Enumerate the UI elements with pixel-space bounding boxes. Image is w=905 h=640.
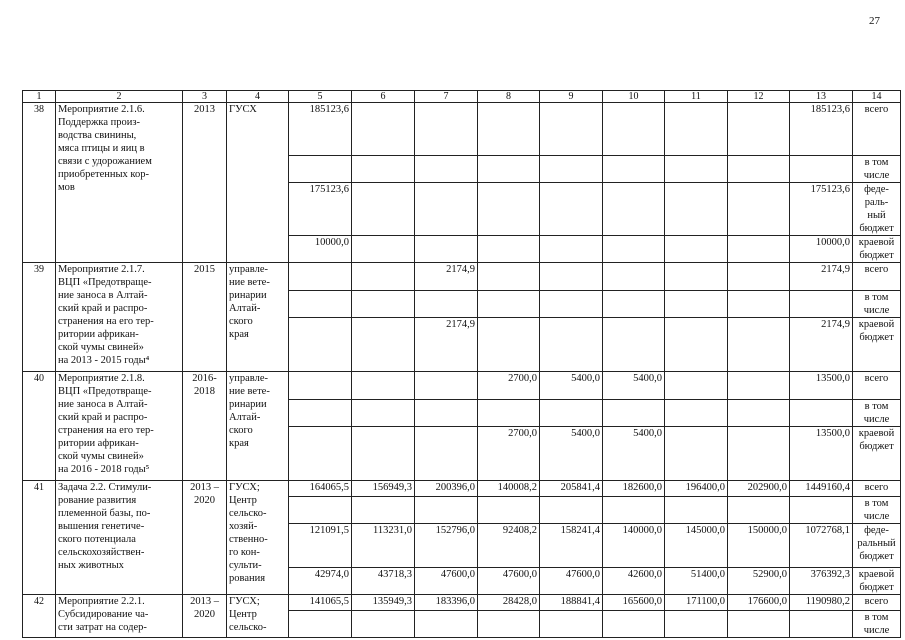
value-cell: 47600,0 <box>415 568 478 595</box>
value-cell <box>478 156 540 183</box>
header-cell-3: 3 <box>183 91 227 103</box>
value-cell <box>478 103 540 156</box>
value-cell: 171100,0 <box>665 595 728 611</box>
funding-source: в том числе <box>853 156 901 183</box>
funding-source: краевой бюджет <box>853 318 901 372</box>
value-cell <box>289 497 352 524</box>
value-cell: 2174,9 <box>415 318 478 372</box>
measure-executor: ГУСХ <box>227 103 289 263</box>
total-cell: 13500,0 <box>790 372 853 400</box>
value-cell: 113231,0 <box>352 524 415 568</box>
value-cell <box>603 400 665 427</box>
measure-executor: ГУСХ; Центр сельско- <box>227 595 289 638</box>
value-cell <box>289 263 352 291</box>
total-cell <box>790 611 853 638</box>
total-cell: 376392,3 <box>790 568 853 595</box>
program-measures-table <box>22 90 901 638</box>
value-cell <box>540 263 603 291</box>
value-cell <box>478 263 540 291</box>
measure-years: 2013 – 2020 <box>183 595 227 638</box>
total-cell <box>790 291 853 318</box>
value-cell: 51400,0 <box>665 568 728 595</box>
value-cell <box>665 318 728 372</box>
value-cell <box>415 156 478 183</box>
value-cell: 150000,0 <box>728 524 790 568</box>
value-cell <box>665 427 728 481</box>
value-cell <box>665 183 728 236</box>
value-cell <box>415 611 478 638</box>
table-row <box>23 103 901 156</box>
value-cell: 2174,9 <box>415 263 478 291</box>
value-cell: 10000,0 <box>289 236 352 263</box>
table-row <box>23 372 901 400</box>
value-cell <box>665 497 728 524</box>
value-cell <box>352 183 415 236</box>
row-number: 39 <box>23 263 56 372</box>
value-cell <box>352 497 415 524</box>
value-cell <box>478 291 540 318</box>
value-cell <box>665 611 728 638</box>
header-cell-6: 6 <box>352 91 415 103</box>
table-row <box>23 595 901 611</box>
funding-source: краевой бюджет <box>853 236 901 263</box>
value-cell: 135949,3 <box>352 595 415 611</box>
row-number: 40 <box>23 372 56 481</box>
value-cell <box>289 372 352 400</box>
value-cell <box>352 318 415 372</box>
value-cell <box>415 372 478 400</box>
value-cell <box>540 156 603 183</box>
value-cell <box>603 103 665 156</box>
measure-name: Задача 2.2. Стимули- рование развития племенной базы, по- вышения генетиче- ского потенциала сельскохозяйствен- ных животных <box>56 481 183 595</box>
value-cell <box>289 291 352 318</box>
funding-source: феде- ральный бюджет <box>853 524 901 568</box>
total-cell: 1190980,2 <box>790 595 853 611</box>
total-cell <box>790 400 853 427</box>
value-cell <box>289 400 352 427</box>
value-cell: 121091,5 <box>289 524 352 568</box>
value-cell <box>665 291 728 318</box>
value-cell <box>728 291 790 318</box>
value-cell: 175123,6 <box>289 183 352 236</box>
total-cell: 10000,0 <box>790 236 853 263</box>
value-cell: 140000,0 <box>603 524 665 568</box>
value-cell: 196400,0 <box>665 481 728 497</box>
total-cell: 13500,0 <box>790 427 853 481</box>
header-cell-14: 14 <box>853 91 901 103</box>
header-cell-1: 1 <box>23 91 56 103</box>
funding-source: феде- раль- ный бюджет <box>853 183 901 236</box>
funding-source: в том числе <box>853 497 901 524</box>
value-cell: 141065,5 <box>289 595 352 611</box>
value-cell: 92408,2 <box>478 524 540 568</box>
table-row <box>23 481 901 497</box>
value-cell: 205841,4 <box>540 481 603 497</box>
total-cell: 1449160,4 <box>790 481 853 497</box>
value-cell: 43718,3 <box>352 568 415 595</box>
value-cell <box>728 236 790 263</box>
total-cell <box>790 156 853 183</box>
value-cell <box>728 372 790 400</box>
value-cell: 2700,0 <box>478 372 540 400</box>
measure-name: Мероприятие 2.2.1. Субсидирование ча- сти затрат на содер- <box>56 595 183 638</box>
header-cell-4: 4 <box>227 91 289 103</box>
value-cell <box>478 497 540 524</box>
value-cell <box>665 400 728 427</box>
value-cell <box>665 372 728 400</box>
value-cell: 5400,0 <box>603 372 665 400</box>
value-cell <box>352 427 415 481</box>
total-cell: 2174,9 <box>790 318 853 372</box>
value-cell: 47600,0 <box>540 568 603 595</box>
value-cell <box>603 156 665 183</box>
measure-name: Мероприятие 2.1.7. ВЦП «Предотвраще- ние заноса в Алтай- ский край и распро- странения на его тер- ритории африкан- ской чумы свиней» на 2013 - 2015 годы⁴ <box>56 263 183 372</box>
header-row <box>23 91 901 103</box>
total-cell <box>790 497 853 524</box>
value-cell: 42600,0 <box>603 568 665 595</box>
value-cell <box>728 497 790 524</box>
value-cell: 152796,0 <box>415 524 478 568</box>
value-cell <box>478 236 540 263</box>
value-cell: 200396,0 <box>415 481 478 497</box>
value-cell: 202900,0 <box>728 481 790 497</box>
value-cell <box>603 318 665 372</box>
value-cell: 140008,2 <box>478 481 540 497</box>
value-cell <box>728 156 790 183</box>
funding-source: в том числе <box>853 400 901 427</box>
header-cell-13: 13 <box>790 91 853 103</box>
value-cell: 52900,0 <box>728 568 790 595</box>
funding-source: всего <box>853 103 901 156</box>
value-cell <box>415 400 478 427</box>
value-cell <box>603 183 665 236</box>
value-cell <box>603 611 665 638</box>
value-cell <box>352 236 415 263</box>
header-cell-2: 2 <box>56 91 183 103</box>
value-cell <box>415 183 478 236</box>
value-cell: 183396,0 <box>415 595 478 611</box>
value-cell <box>540 400 603 427</box>
value-cell <box>728 263 790 291</box>
value-cell <box>289 156 352 183</box>
value-cell <box>540 236 603 263</box>
measure-executor: управле- ние вете- ринарии Алтай- ского края <box>227 372 289 481</box>
value-cell: 28428,0 <box>478 595 540 611</box>
value-cell <box>415 291 478 318</box>
measure-years: 2015 <box>183 263 227 372</box>
header-cell-9: 9 <box>540 91 603 103</box>
value-cell <box>415 427 478 481</box>
page-number: 27 <box>869 15 880 27</box>
measure-years: 2013 – 2020 <box>183 481 227 595</box>
value-cell: 42974,0 <box>289 568 352 595</box>
measure-executor: управле- ние вете- ринарии Алтай- ского края <box>227 263 289 372</box>
table-row <box>23 263 901 291</box>
row-number: 38 <box>23 103 56 263</box>
measure-years: 2013 <box>183 103 227 263</box>
value-cell <box>289 611 352 638</box>
value-cell <box>478 183 540 236</box>
value-cell <box>540 183 603 236</box>
value-cell <box>603 497 665 524</box>
value-cell <box>728 318 790 372</box>
value-cell <box>728 611 790 638</box>
value-cell <box>728 183 790 236</box>
row-number: 41 <box>23 481 56 595</box>
value-cell <box>603 263 665 291</box>
value-cell <box>540 291 603 318</box>
header-cell-10: 10 <box>603 91 665 103</box>
funding-source: в том числе <box>853 291 901 318</box>
value-cell <box>352 103 415 156</box>
value-cell <box>728 400 790 427</box>
value-cell: 5400,0 <box>540 372 603 400</box>
value-cell <box>415 497 478 524</box>
value-cell <box>415 236 478 263</box>
value-cell <box>665 103 728 156</box>
total-cell: 1072768,1 <box>790 524 853 568</box>
header-cell-5: 5 <box>289 91 352 103</box>
funding-source: всего <box>853 372 901 400</box>
value-cell: 2700,0 <box>478 427 540 481</box>
value-cell <box>478 611 540 638</box>
measure-name: Мероприятие 2.1.8. ВЦП «Предотвраще- ние заноса в Алтай- ский край и распро- странения на его тер- ритории африкан- ской чумы свиней» на 2016 - 2018 годы⁵ <box>56 372 183 481</box>
value-cell <box>289 427 352 481</box>
header-cell-11: 11 <box>665 91 728 103</box>
value-cell <box>352 372 415 400</box>
value-cell <box>478 318 540 372</box>
header-cell-7: 7 <box>415 91 478 103</box>
value-cell <box>603 291 665 318</box>
value-cell <box>478 400 540 427</box>
value-cell <box>352 611 415 638</box>
value-cell <box>540 318 603 372</box>
value-cell <box>540 103 603 156</box>
funding-source: всего <box>853 481 901 497</box>
value-cell <box>665 263 728 291</box>
value-cell: 5400,0 <box>603 427 665 481</box>
value-cell: 158241,4 <box>540 524 603 568</box>
value-cell <box>540 611 603 638</box>
value-cell <box>603 236 665 263</box>
value-cell: 47600,0 <box>478 568 540 595</box>
value-cell: 156949,3 <box>352 481 415 497</box>
value-cell <box>728 427 790 481</box>
value-cell <box>352 263 415 291</box>
value-cell: 182600,0 <box>603 481 665 497</box>
value-cell <box>728 103 790 156</box>
header-cell-12: 12 <box>728 91 790 103</box>
value-cell <box>540 497 603 524</box>
measure-years: 2016- 2018 <box>183 372 227 481</box>
funding-source: в том числе <box>853 611 901 638</box>
value-cell <box>415 103 478 156</box>
value-cell: 185123,6 <box>289 103 352 156</box>
value-cell <box>665 156 728 183</box>
measure-executor: ГУСХ; Центр сельско- хозяй- ственно- го кон- сульти- рования <box>227 481 289 595</box>
total-cell: 175123,6 <box>790 183 853 236</box>
value-cell <box>352 156 415 183</box>
value-cell <box>352 291 415 318</box>
total-cell: 185123,6 <box>790 103 853 156</box>
total-cell: 2174,9 <box>790 263 853 291</box>
row-number: 42 <box>23 595 56 638</box>
funding-source: краевой бюджет <box>853 568 901 595</box>
value-cell <box>352 400 415 427</box>
measure-name: Мероприятие 2.1.6. Поддержка произ- водства свинины, мяса птицы и яиц в связи с удорожанием приобретенных кор- мов <box>56 103 183 263</box>
value-cell: 5400,0 <box>540 427 603 481</box>
value-cell: 176600,0 <box>728 595 790 611</box>
funding-source: всего <box>853 263 901 291</box>
value-cell: 145000,0 <box>665 524 728 568</box>
funding-source: краевой бюджет <box>853 427 901 481</box>
value-cell <box>289 318 352 372</box>
value-cell: 188841,4 <box>540 595 603 611</box>
value-cell: 165600,0 <box>603 595 665 611</box>
value-cell: 164065,5 <box>289 481 352 497</box>
funding-source: всего <box>853 595 901 611</box>
header-cell-8: 8 <box>478 91 540 103</box>
value-cell <box>665 236 728 263</box>
